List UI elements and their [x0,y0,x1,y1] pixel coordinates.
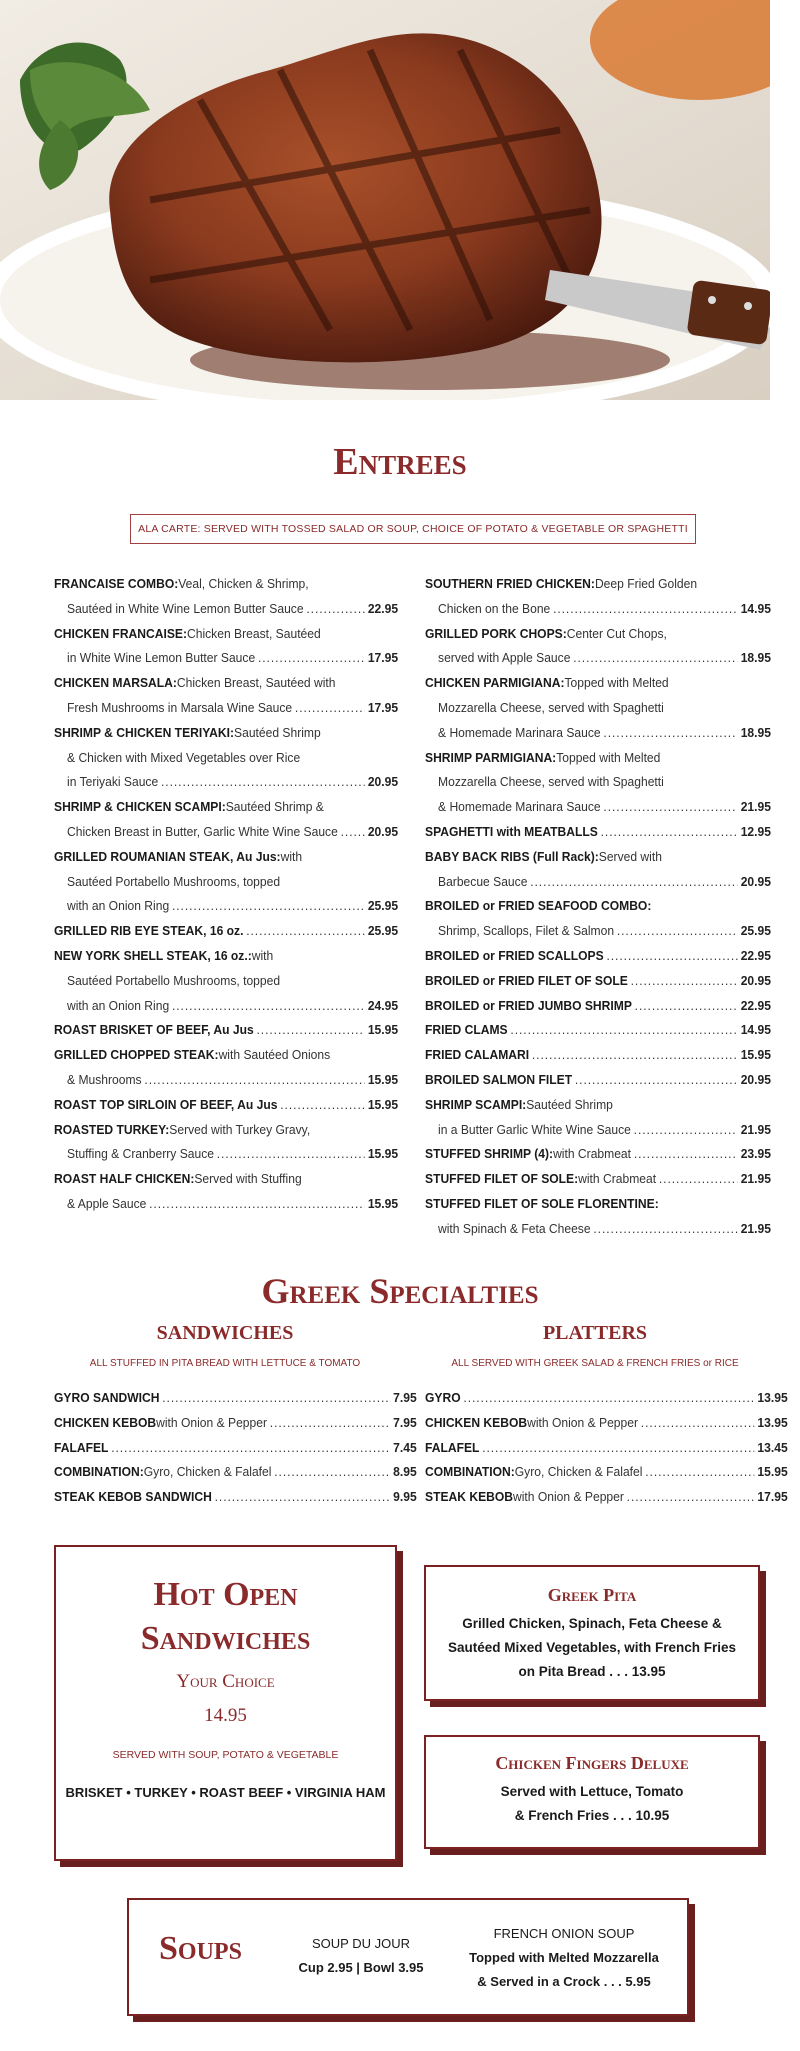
menu-item [54,1118,398,1168]
greek-menu-item [425,1485,788,1510]
greek-item-price: 7.95 [393,1390,417,1405]
greek-item-name: COMBINATION: [54,1464,144,1480]
menu-item-continuation [54,597,398,622]
leader-dots [532,1043,738,1068]
greek-item-name: FALAFEL [425,1439,480,1455]
leader-dots [215,1485,391,1510]
menu-item [54,721,398,795]
soup-du-jour-name: SOUP DU JOUR [312,1936,410,1951]
menu-item-first-line [425,622,771,647]
menu-item [425,820,771,845]
sandwiches-list [54,1386,417,1510]
hot-open-title-line2: Sandwiches [140,1620,311,1657]
leader-dots [257,1018,366,1043]
menu-item-first-line [425,894,771,919]
menu-item-price: 15.95 [367,1071,399,1087]
menu-item-name: STUFFED SHRIMP (4): [425,1146,554,1162]
menu-item-description-line: Sautéed in White Wine Lemon Butter Sauce [67,600,304,616]
entrees-right-column [425,572,771,1242]
menu-item-price: 15.95 [740,1047,771,1063]
menu-item-description-line: in White Wine Lemon Butter Sauce [67,650,256,666]
menu-item-name: SPAGHETTI with MEATBALLS [425,823,598,839]
leader-dots [634,1142,738,1167]
greek-menu-item [54,1485,417,1510]
menu-item-continuation [54,969,398,994]
menu-item-description: with Crabmeat [578,1171,657,1187]
menu-item-name: BABY BACK RIBS (Full Rack): [425,848,599,864]
menu-item-name: SOUTHERN FRIED CHICKEN: [425,576,595,591]
menu-item-price: 22.95 [740,947,771,963]
leader-dots [641,1411,755,1436]
entrees-title: Entrees [333,441,467,483]
sandwiches-heading: SANDWICHES [156,1322,294,1344]
steak-photo [0,0,770,400]
menu-item-description-line: Chicken on the Bone [438,600,551,616]
soup-du-jour [281,1932,441,1980]
menu-item-price: 14.95 [740,1022,771,1038]
menu-item-first-line [54,919,398,944]
menu-item-description: with Sautéed Onions [218,1047,331,1063]
leader-dots [553,597,738,622]
menu-item-description-line: Fresh Mushrooms in Marsala Wine Sauce [67,699,293,715]
ala-carte-note: ALA CARTE: SERVED WITH TOSSED SALAD OR SOUP, CHOICE OF POTATO & VEGETABLE OR SPAGHETTI [130,514,696,544]
platters-heading: PLATTERS [542,1322,648,1344]
menu-item-description-line: Sautéed Portabello Mushrooms, topped [67,873,281,889]
leader-dots [530,870,738,895]
menu-item-name: GRILLED CHOPPED STEAK: [54,1047,219,1063]
menu-item-first-line [54,671,398,696]
menu-item [425,944,771,969]
menu-item-name: STUFFED FILET OF SOLE: [425,1171,579,1187]
french-onion-soup [449,1922,679,1994]
menu-item [425,1142,771,1167]
leader-dots [573,646,738,671]
menu-item-continuation [425,646,771,671]
menu-item-price: 25.95 [740,923,771,939]
menu-item [54,1018,398,1043]
menu-item [425,1192,771,1242]
menu-item-description-line: with Spinach & Feta Cheese [438,1220,591,1236]
menu-item-description-line: in Teriyaki Sauce [67,774,159,790]
menu-item-price: 21.95 [740,1220,771,1236]
greek-item-name: CHICKEN KEBOB [425,1414,528,1430]
menu-item-first-line [54,572,398,597]
menu-item-first-line [54,1018,398,1043]
menu-item-description-line: Barbecue Sauce [438,873,528,889]
menu-item-description-line: Sautéed Portabello Mushrooms, topped [67,972,281,988]
menu-item [425,894,771,944]
menu-item-price: 20.95 [740,1071,771,1087]
menu-item-price: 21.95 [740,1171,771,1187]
menu-item-first-line [425,572,771,597]
menu-item-name: SHRIMP SCAMPI: [425,1096,527,1112]
menu-item-price: 15.95 [367,1146,399,1162]
platters-note: ALL SERVED WITH GREEK SALAD & FRENCH FRIES or RICE [451,1358,739,1369]
menu-item-first-line [425,1043,771,1068]
menu-item [54,1093,398,1118]
menu-item-price: 21.95 [740,1121,771,1137]
menu-item-first-line [425,1018,771,1043]
greek-item-price: 13.95 [757,1414,788,1430]
menu-item-description-line: & Chicken with Mixed Vegetables over Rice [67,749,301,765]
leader-dots [217,1142,365,1167]
menu-item-continuation [54,870,398,895]
menu-item-name: ROASTED TURKEY: [54,1121,170,1137]
menu-item-first-line [54,721,398,746]
menu-item [425,1093,771,1143]
menu-item-first-line [425,671,771,696]
leader-dots [617,919,738,944]
menu-item-name: CHICKEN FRANCAISE: [54,625,187,641]
menu-item-description: Sautéed Shrimp [234,724,321,740]
menu-item [425,994,771,1019]
menu-item-description-line: & Homemade Marinara Sauce [438,799,601,815]
menu-item-price: 20.95 [367,823,399,839]
hot-open-sandwiches-box [54,1545,397,1861]
menu-item-name: CHICKEN PARMIGIANA: [425,675,565,691]
menu-item-name: BROILED or FRIED FILET OF SOLE [425,972,628,988]
menu-item-description-line: Mozzarella Cheese, served with Spaghetti [438,774,664,790]
menu-item-first-line [54,845,398,870]
greek-menu-item [54,1436,417,1461]
leader-dots [601,820,738,845]
menu-item-name: ROAST TOP SIRLOIN OF BEEF, Au Jus [54,1096,278,1112]
leader-dots [575,1068,738,1093]
greek-item-price: 7.45 [393,1439,417,1455]
chicken-fingers-description [426,1780,758,1828]
french-onion-name: FRENCH ONION SOUP [493,1926,635,1941]
menu-item-continuation [54,646,398,671]
menu-item-first-line [425,1192,771,1217]
menu-item [54,1043,398,1093]
menu-item-description: Served with Stuffing [194,1171,302,1187]
hot-open-items: BRISKET • TURKEY • ROAST BEEF • VIRGINIA HAM [65,1785,386,1800]
menu-item-name: ROAST BRISKET OF BEEF, Au Jus [54,1022,254,1038]
menu-item-name: GRILLED ROUMANIAN STEAK, Au Jus: [54,848,281,864]
greek-item-price: 7.95 [393,1414,417,1430]
menu-item-name: SHRIMP & CHICKEN TERIYAKI: [54,724,235,740]
menu-item-description-line: Stuffing & Cranberry Sauce [67,1146,214,1162]
leader-dots [246,919,365,944]
greek-pita-box [424,1565,760,1701]
menu-item-description: Served with [598,848,662,864]
leader-dots [645,1460,754,1485]
menu-item-name: STUFFED FILET OF SOLE FLORENTINE: [425,1195,659,1211]
leader-dots [482,1436,754,1461]
menu-item [54,795,398,845]
menu-item-first-line [54,1043,398,1068]
menu-item [425,572,771,622]
leader-dots [606,944,737,969]
greek-item-name: GYRO [425,1390,461,1405]
chicken-fingers-box [424,1735,760,1849]
menu-item-description-line: Shrimp, Scallops, Filet & Salmon [438,923,615,939]
greek-item-description: Gyro, Chicken & Falafel [514,1464,643,1480]
menu-item-price: 20.95 [367,774,399,790]
menu-item-name: ROAST HALF CHICKEN: [54,1171,195,1187]
leader-dots [161,770,365,795]
greek-item-price: 15.95 [757,1464,788,1480]
french-onion-line2: & Served in a Crock . . . 5.95 [477,1974,651,1989]
chicken-fingers-title: Chicken Fingers Deluxe [495,1753,689,1773]
menu-item-price: 14.95 [740,600,771,616]
menu-item [425,1043,771,1068]
greek-item-description: with Onion & Pepper [156,1414,267,1430]
menu-item-price: 17.95 [367,699,399,715]
menu-item-name: FRIED CLAMS [425,1022,508,1038]
leader-dots [463,1386,754,1411]
menu-item [425,1068,771,1093]
menu-item-description-line: & Homemade Marinara Sauce [438,724,601,740]
menu-item-price: 21.95 [740,799,771,815]
greek-item-name: COMBINATION: [425,1464,515,1480]
greek-menu-item [425,1436,788,1461]
french-onion-line1: Topped with Melted Mozzarella [469,1950,659,1965]
menu-item-first-line [425,820,771,845]
menu-item-continuation [425,870,771,895]
leader-dots [306,597,365,622]
menu-item-continuation [425,770,771,795]
menu-item-continuation [54,1068,398,1093]
leader-dots [172,994,365,1019]
greek-pita-title: Greek Pita [547,1585,637,1605]
greek-item-price: 13.95 [757,1390,788,1405]
menu-item-price: 15.95 [367,1195,399,1211]
menu-item-description: Topped with Melted [564,675,669,691]
menu-item [54,671,398,721]
leader-dots [593,1217,738,1242]
leader-dots [295,696,365,721]
greek-item-name: GYRO SANDWICH [54,1390,160,1405]
greek-menu-item [54,1386,417,1411]
menu-item-name: SHRIMP PARMIGIANA: [425,749,557,765]
menu-item-description-line: with an Onion Ring [67,898,170,914]
menu-item-price: 17.95 [367,650,399,666]
menu-item-description-line: & Mushrooms [67,1071,142,1087]
greek-pita-line2: Sautéed Mixed Vegetables, with French Fries [447,1640,737,1655]
menu-item-price: 22.95 [740,997,771,1013]
menu-item-first-line [54,622,398,647]
menu-item-continuation [425,721,771,746]
menu-item-price: 20.95 [740,972,771,988]
menu-item-continuation [54,770,398,795]
menu-item-name: CHICKEN MARSALA: [54,675,177,691]
sandwiches-note: ALL STUFFED IN PITA BREAD WITH LETTUCE & TOMATO [89,1358,361,1369]
leader-dots [149,1192,365,1217]
greek-menu-item [425,1386,788,1411]
leader-dots [341,820,365,845]
leader-dots [162,1386,390,1411]
greek-item-name: FALAFEL [54,1439,109,1455]
menu-item-description: with Crabmeat [553,1146,632,1162]
leader-dots [510,1018,737,1043]
menu-item-first-line [425,746,771,771]
menu-item-description: Served with Turkey Gravy, [169,1121,311,1137]
chicken-fingers-line1: Served with Lettuce, Tomato [500,1784,684,1799]
soups-box [127,1898,689,2016]
menu-item [425,845,771,895]
leader-dots [258,646,365,671]
menu-item-name: BROILED SALMON FILET [425,1071,573,1087]
menu-item [54,845,398,919]
menu-item [54,919,398,944]
menu-item-name: SHRIMP & CHICKEN SCAMPI: [54,799,226,815]
menu-item [54,944,398,1018]
leader-dots [172,894,365,919]
greek-item-name: CHICKEN KEBOB [54,1414,157,1430]
menu-item-price: 18.95 [740,724,771,740]
leader-dots [274,1460,390,1485]
leader-dots [627,1485,755,1510]
menu-item-first-line [425,1167,771,1192]
greek-item-price: 9.95 [393,1489,417,1505]
menu-item-continuation [425,597,771,622]
menu-item-continuation [425,1118,771,1143]
menu-item-description: Veal, Chicken & Shrimp, [178,576,309,591]
menu-item-continuation [54,1142,398,1167]
greek-item-price: 17.95 [757,1489,788,1505]
menu-item [425,1018,771,1043]
menu-item-price: 24.95 [367,997,399,1013]
greek-item-description: Gyro, Chicken & Falafel [143,1464,272,1480]
menu-item-price: 22.95 [367,600,399,616]
greek-item-price: 8.95 [393,1464,417,1480]
menu-item-continuation [54,994,398,1019]
hot-open-choice: Your Choice [176,1671,275,1692]
menu-item-continuation [425,919,771,944]
menu-item-description-line: Chicken Breast in Butter, Garlic White Wine Sauce [67,823,338,839]
leader-dots [634,1118,738,1143]
greek-menu-item [54,1411,417,1436]
menu-item-first-line [54,1167,398,1192]
menu-item-description-line: with an Onion Ring [67,997,170,1013]
menu-item-description-line: served with Apple Sauce [438,650,571,666]
greek-pita-line3: on Pita Bread . . . 13.95 [518,1664,666,1679]
hot-open-title-line1: Hot Open [153,1576,298,1613]
soups-title: Soups [159,1930,242,1967]
menu-item-first-line [425,845,771,870]
leader-dots [144,1068,365,1093]
platters-list [425,1386,788,1510]
menu-item-name: FRANCAISE COMBO: [54,576,179,591]
menu-item-continuation [54,820,398,845]
menu-item-price: 23.95 [740,1146,771,1162]
soup-du-jour-prices: Cup 2.95 | Bowl 3.95 [298,1960,424,1975]
menu-item-name: GRILLED PORK CHOPS: [425,625,567,641]
menu-item [54,572,398,622]
menu-item-first-line [54,1093,398,1118]
hot-open-note: SERVED WITH SOUP, POTATO & VEGETABLE [112,1749,339,1761]
menu-item-continuation [54,1192,398,1217]
menu-item-description: Topped with Melted [556,749,661,765]
leader-dots [603,721,737,746]
menu-item-description-line: & Apple Sauce [67,1195,147,1211]
menu-item [54,622,398,672]
menu-item-continuation [425,696,771,721]
menu-item-first-line [425,1142,771,1167]
leader-dots [635,994,738,1019]
hot-open-price: 14.95 [204,1705,247,1726]
menu-item-price: 18.95 [740,650,771,666]
leader-dots [659,1167,738,1192]
greek-item-name: STEAK KEBOB SANDWICH [54,1489,212,1505]
menu-item-first-line [425,969,771,994]
greek-item-description: with Onion & Pepper [527,1414,638,1430]
menu-item-price: 12.95 [740,823,771,839]
menu-item-description: with [251,947,274,963]
menu-item-description: Chicken Breast, Sautéed with [176,675,336,691]
menu-item-price: 25.95 [367,923,399,939]
menu-item-first-line [425,1093,771,1118]
entrees-left-column [54,572,398,1217]
menu-item-first-line [425,994,771,1019]
menu-item-continuation [54,696,398,721]
menu-item-name: FRIED CALAMARI [425,1047,530,1063]
greek-item-description: with Onion & Pepper [513,1489,624,1505]
menu-item-first-line [54,795,398,820]
menu-item-price: 15.95 [367,1022,399,1038]
menu-item-price: 15.95 [367,1096,399,1112]
greek-item-name: STEAK KEBOB [425,1489,514,1505]
menu-item-name: BROILED or FRIED SEAFOOD COMBO: [425,898,652,914]
menu-item [54,1167,398,1217]
menu-item-description: Chicken Breast, Sautéed [186,625,321,641]
menu-item [425,622,771,672]
leader-dots [280,1093,365,1118]
menu-item-description: Deep Fried Golden [594,576,698,591]
menu-item-first-line [54,1118,398,1143]
menu-item-continuation [54,746,398,771]
menu-item-first-line [425,1068,771,1093]
menu-item-description-line: in a Butter Garlic White Wine Sauce [438,1121,631,1137]
greek-pita-description [426,1612,758,1684]
menu-item-name: BROILED or FRIED JUMBO SHRIMP [425,997,632,1013]
menu-item-first-line [425,944,771,969]
chicken-fingers-line2: & French Fries . . . 10.95 [514,1808,670,1823]
greek-menu-item [425,1411,788,1436]
menu-item-name: GRILLED RIB EYE STEAK, 16 oz. [54,923,244,939]
menu-item-description: Center Cut Chops, [566,625,667,641]
leader-dots [603,795,737,820]
menu-item-continuation [425,795,771,820]
menu-item-price: 20.95 [740,873,771,889]
menu-item-description: Sautéed Shrimp [526,1096,613,1112]
menu-item-name: BROILED or FRIED SCALLOPS [425,947,604,963]
menu-item-description: with [280,848,303,864]
menu-item-continuation [54,894,398,919]
menu-item-continuation [425,1217,771,1242]
greek-pita-line1: Grilled Chicken, Spinach, Feta Cheese & [462,1616,722,1631]
menu-item [425,969,771,994]
leader-dots [111,1436,390,1461]
menu-item-price: 25.95 [367,898,399,914]
menu-item [425,671,771,745]
menu-item-description: Sautéed Shrimp & [225,799,324,815]
menu-item [425,1167,771,1192]
greek-specialties-title: Greek Specialties [261,1271,539,1311]
hot-open-title [56,1573,395,1661]
greek-menu-item [54,1460,417,1485]
leader-dots [631,969,738,994]
menu-item-name: NEW YORK SHELL STEAK, 16 oz.: [54,947,252,963]
leader-dots [270,1411,391,1436]
menu-item-description-line: Mozzarella Cheese, served with Spaghetti [438,699,664,715]
menu-item-first-line [54,944,398,969]
greek-menu-item [425,1460,788,1485]
menu-item [425,746,771,820]
greek-item-price: 13.45 [757,1439,788,1455]
